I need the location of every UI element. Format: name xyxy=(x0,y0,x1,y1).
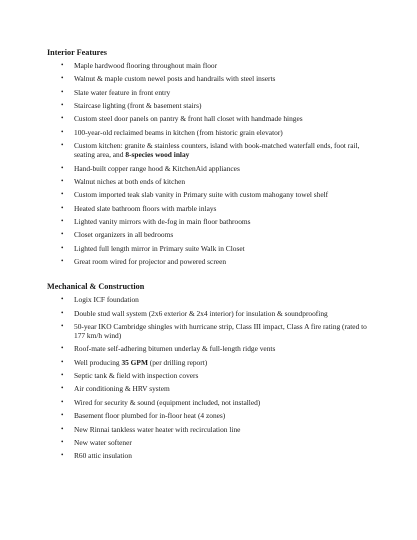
list-item: • Staircase lighting (front & basement stairs) xyxy=(61,101,202,111)
bullet-icon: • xyxy=(61,190,64,199)
bold-highlight: 35 GPM xyxy=(121,357,148,367)
section-heading-interior-features: Interior Features xyxy=(47,48,107,57)
bullet-icon: • xyxy=(61,74,64,83)
bullet-icon: • xyxy=(61,203,64,212)
bullet-icon: • xyxy=(61,176,64,185)
list-item: • Hand-built copper range hood & KitchenAid appliances xyxy=(61,163,240,173)
bullet-icon: • xyxy=(61,321,64,330)
bullet-icon: • xyxy=(61,411,64,420)
bullet-icon: • xyxy=(61,451,64,460)
interior-features-list xyxy=(47,61,377,266)
bullet-icon: • xyxy=(61,243,64,252)
list-item: • Custom steel door panels on pantry & front hall closet with handmade hinges xyxy=(61,114,303,124)
bullet-icon: • xyxy=(61,230,64,239)
bullet-icon: • xyxy=(61,101,64,110)
list-item: • Double stud wall system (2x6 exterior & 2x4 interior) for insulation & soundproofing xyxy=(61,308,328,318)
bullet-icon: • xyxy=(61,397,64,406)
bullet-icon: • xyxy=(61,216,64,225)
list-item: • Great room wired for projector and powered screen xyxy=(61,257,227,267)
bullet-icon: • xyxy=(61,141,64,150)
bullet-icon: • xyxy=(61,308,64,317)
list-item: • New Rinnai tankless water heater with recirculation line xyxy=(61,424,241,434)
bullet-icon: • xyxy=(61,371,64,380)
list-item: • Septic tank & field with inspection covers xyxy=(61,371,199,381)
bullet-icon: • xyxy=(61,61,64,69)
list-item: • Lighted vanity mirrors with de-fog in main floor bathrooms xyxy=(61,216,251,226)
bullet-icon: • xyxy=(61,424,64,433)
bullet-icon: • xyxy=(61,87,64,96)
list-item: • Walnut niches at both ends of kitchen xyxy=(61,176,186,186)
list-item: • Maple hardwood flooring throughout main floor xyxy=(61,61,218,70)
list-item: • 50-year IKO Cambridge shingles with hurricane strip, Class III impact, Class A fire rating (rated to 177 km/h wind) xyxy=(61,321,367,341)
list-item: • Air conditioning & HRV system xyxy=(61,384,170,394)
list-item: • New water softener xyxy=(61,437,132,447)
bullet-icon: • xyxy=(61,257,64,266)
bold-highlight: 8-species wood inlay xyxy=(125,150,190,160)
list-item: • 100-year-old reclaimed beams in kitchen (from historic grain elevator) xyxy=(61,127,283,137)
list-item: • Slate water feature in front entry xyxy=(61,87,171,97)
list-item: • Custom imported teak slab vanity in Primary suite with custom mahogany towel shelf xyxy=(61,190,329,200)
mechanical-construction-list xyxy=(47,295,377,460)
list-item: • Lighted full length mirror in Primary suite Walk in Closet xyxy=(61,243,245,253)
bullet-icon: • xyxy=(61,295,64,304)
bullet-icon: • xyxy=(61,163,64,172)
section-heading-mechanical-construction: Mechanical & Construction xyxy=(47,282,145,292)
list-item: • Basement floor plumbed for in-floor heat (4 zones) xyxy=(61,411,226,421)
list-item: • Logix ICF foundation xyxy=(61,295,139,305)
list-item: • R60 attic insulation xyxy=(61,451,132,461)
bullet-icon: • xyxy=(61,357,64,366)
bullet-icon: • xyxy=(61,114,64,123)
list-item: • Well producing 35 GPM (per drilling report) xyxy=(61,357,208,367)
list-item: • Walnut & maple custom newel posts and handrails with steel inserts xyxy=(61,74,276,84)
list-item: • Roof-mate self-adhering bitumen underlay & full-length ridge vents xyxy=(61,344,276,354)
bullet-icon: • xyxy=(61,127,64,136)
list-item: • Wired for security & sound (equipment included, not installed) xyxy=(61,397,261,407)
list-item: • Heated slate bathroom floors with marble inlays xyxy=(61,203,217,213)
bullet-icon: • xyxy=(61,344,64,353)
bullet-icon: • xyxy=(61,384,64,393)
bullet-icon: • xyxy=(61,437,64,446)
list-item: • Closet organizers in all bedrooms xyxy=(61,230,174,240)
list-item: • Custom kitchen: granite & stainless counters, island with book-matched waterfall ends, foot rail, seating area, and 8-species wood inlay xyxy=(61,141,360,160)
